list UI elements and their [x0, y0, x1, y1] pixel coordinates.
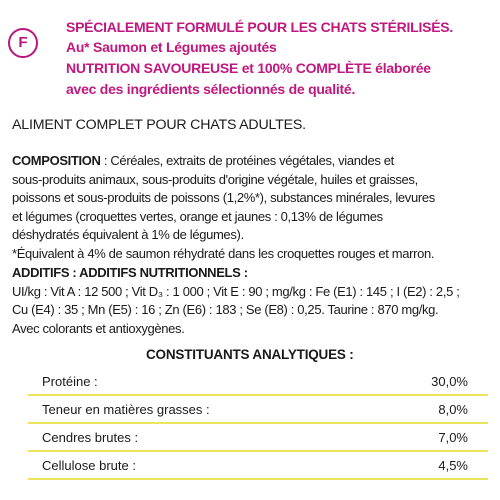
- additifs-line-3: Avec colorants et antioxygènes.: [12, 320, 185, 336]
- constituants-title: CONSTITUANTS ANALYTIQUES :: [146, 347, 354, 362]
- row-value-cendres: 7,0%: [438, 430, 468, 445]
- row-label-proteine: Protéine :: [42, 374, 98, 389]
- composition-footnote: *Équivalent à 4% de saumon réhydraté dans les croquettes rouges et marron.: [12, 245, 435, 261]
- additifs-section: [12, 264, 496, 338]
- table-row: [28, 396, 488, 424]
- composition-label: COMPOSITION: [12, 153, 101, 168]
- composition-line-3: poissons et sous-produits de poissons (1,2%*), substances minérales, levures: [12, 190, 435, 205]
- row-label-cendres: Cendres brutes :: [42, 430, 139, 445]
- table-row: [28, 424, 488, 452]
- additifs-line-2: Cu (E4) : 35 ; Mn (E5) : 16 ; Zn (E6) : 183 ; Se (E8) : 0,25. Taurine : 870 mg/kg.: [12, 302, 439, 317]
- composition-line-2: sous-produits animaux, sous-produits d'origine végétale, huiles et graisses,: [12, 171, 418, 187]
- claim-line-3: NUTRITION SAVOUREUSE et 100% COMPLÈTE élaborée: [66, 60, 431, 76]
- claim-line-1: SPÉCIALEMENT FORMULÉ POUR LES CHATS STÉRILISÉS.: [66, 19, 454, 35]
- aliment-complet-heading: ALIMENT COMPLET POUR CHATS ADULTES.: [12, 117, 306, 133]
- composition-line-1: [12, 152, 496, 171]
- row-label-matieres-grasses: Teneur en matières grasses :: [42, 402, 210, 417]
- additifs-line-1: UI/kg : Vit A : 12 500 ; Vit D₃ : 1 000 ; Vit E : 90 ; mg/kg : Fe (E1) : 145 ; I (E2) : 2,5 ;: [12, 283, 460, 299]
- claim-line-2: Au* Saumon et Légumes ajoutés: [66, 39, 277, 55]
- badge-f-icon: F: [8, 28, 38, 58]
- row-value-matieres-grasses: 8,0%: [438, 402, 468, 417]
- table-row: [28, 368, 488, 396]
- composition-line-4: et légumes (croquettes vertes, orange et jaunes : 0,13% de légumes: [12, 208, 383, 224]
- composition-section: [12, 152, 496, 263]
- claim-line-4: avec des ingrédients sélectionnés de qualité.: [66, 81, 356, 97]
- composition-text-1: : Céréales, extraits de protéines végétales, viandes et: [100, 153, 394, 168]
- constituants-table: [28, 368, 488, 480]
- table-row: [28, 452, 488, 480]
- row-value-proteine: 30,0%: [431, 374, 468, 389]
- header-claims: [0, 18, 500, 110]
- row-label-cellulose: Cellulose brute :: [42, 458, 136, 473]
- additifs-label: [12, 264, 496, 283]
- composition-line-5: déshydratés équivalent à 1% de légumes).: [12, 227, 244, 242]
- additifs-label-text: ADDITIFS : ADDITIFS NUTRITIONNELS :: [12, 265, 248, 280]
- row-value-cellulose: 4,5%: [438, 458, 468, 473]
